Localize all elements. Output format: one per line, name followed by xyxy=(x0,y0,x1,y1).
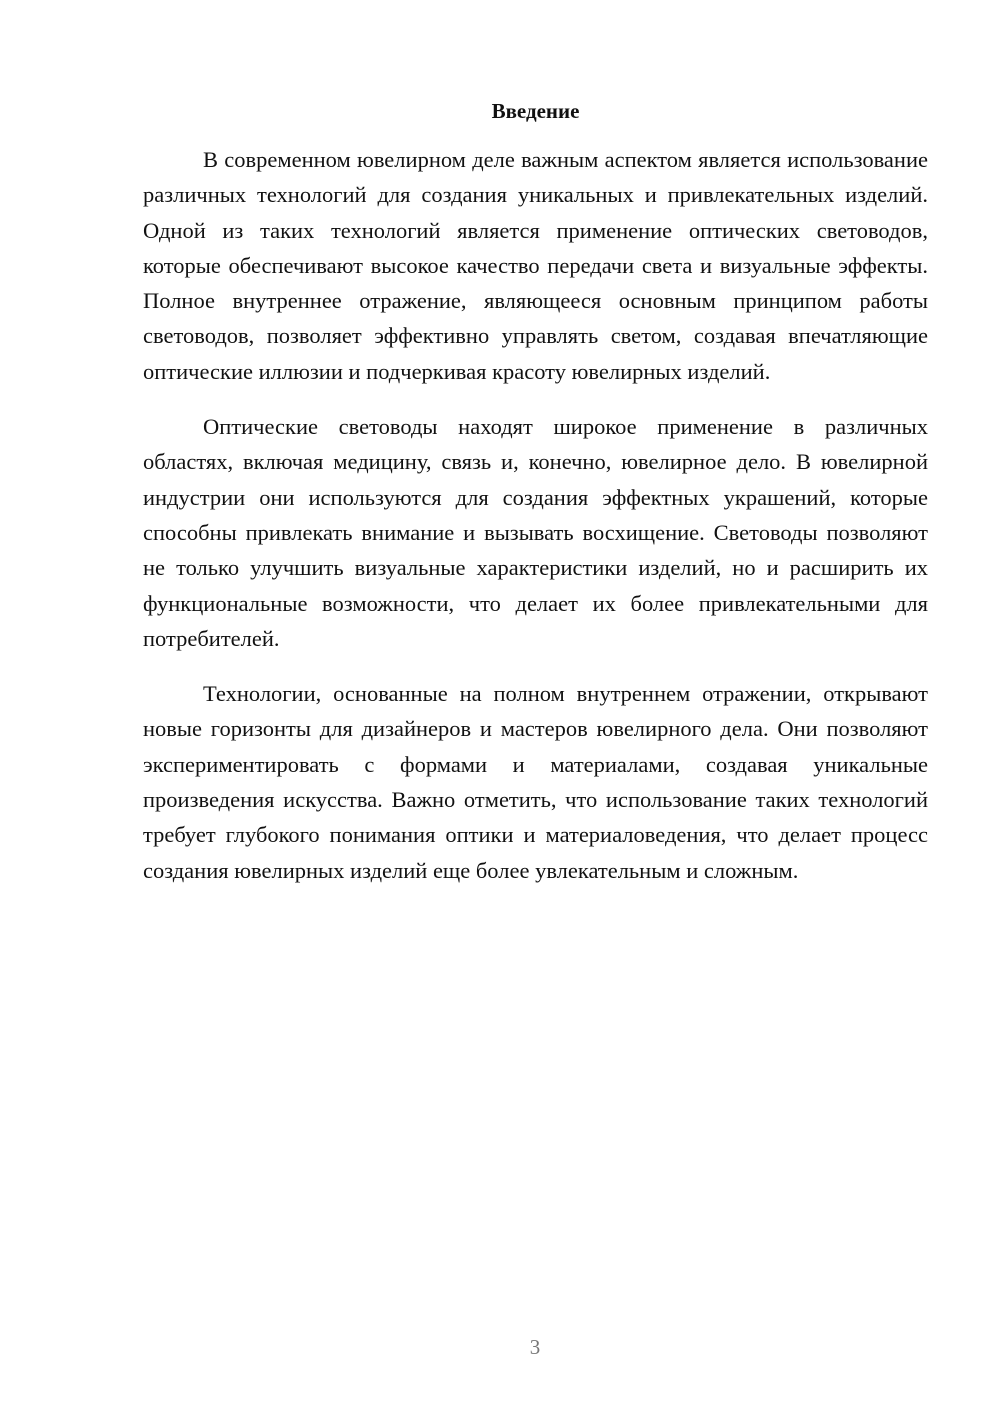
page-number: 3 xyxy=(529,1335,541,1359)
paragraph-3: Технологии, основанные на полном внутреннем отражении, открывают новые горизонты для дизайнеров и мастеров ювелирного дела. Они позволяют экспериментировать с формами и материалами, создавая уникальные произведения искусства. Важно отметить, что использование таких технологий требует глубокого понимания оптики и материаловедения, что делает процесс создания ювелирных изделий еще более увлекательным и сложным. xyxy=(143,681,928,883)
paragraph-2: Оптические световоды находят широкое применение в различных областях, включая медицину, связь и, конечно, ювелирное дело. В ювелирной индустрии они используются для создания эффектных украшений, которые способны привлекать внимание и вызывать восхищение. Световоды позволяют не только улучшить визуальные характеристики изделий, но и расширить их функциональные возможности, что делает их более привлекательными для потребителей. xyxy=(143,414,928,651)
page-body xyxy=(143,96,928,888)
section-heading: Введение xyxy=(491,99,580,123)
paragraph-1: В современном ювелирном деле важным аспектом является использование различных технологий для создания уникальных и привлекательных изделий. Одной из таких технологий является применение оптических световодов, которые обеспечивают высокое качество передачи света и визуальные эффекты. Полное внутреннее отражение, являющееся основным принципом работы световодов, позволяет эффективно управлять светом, создавая впечатляющие оптические иллюзии и подчеркивая красоту ювелирных изделий. xyxy=(143,147,928,384)
